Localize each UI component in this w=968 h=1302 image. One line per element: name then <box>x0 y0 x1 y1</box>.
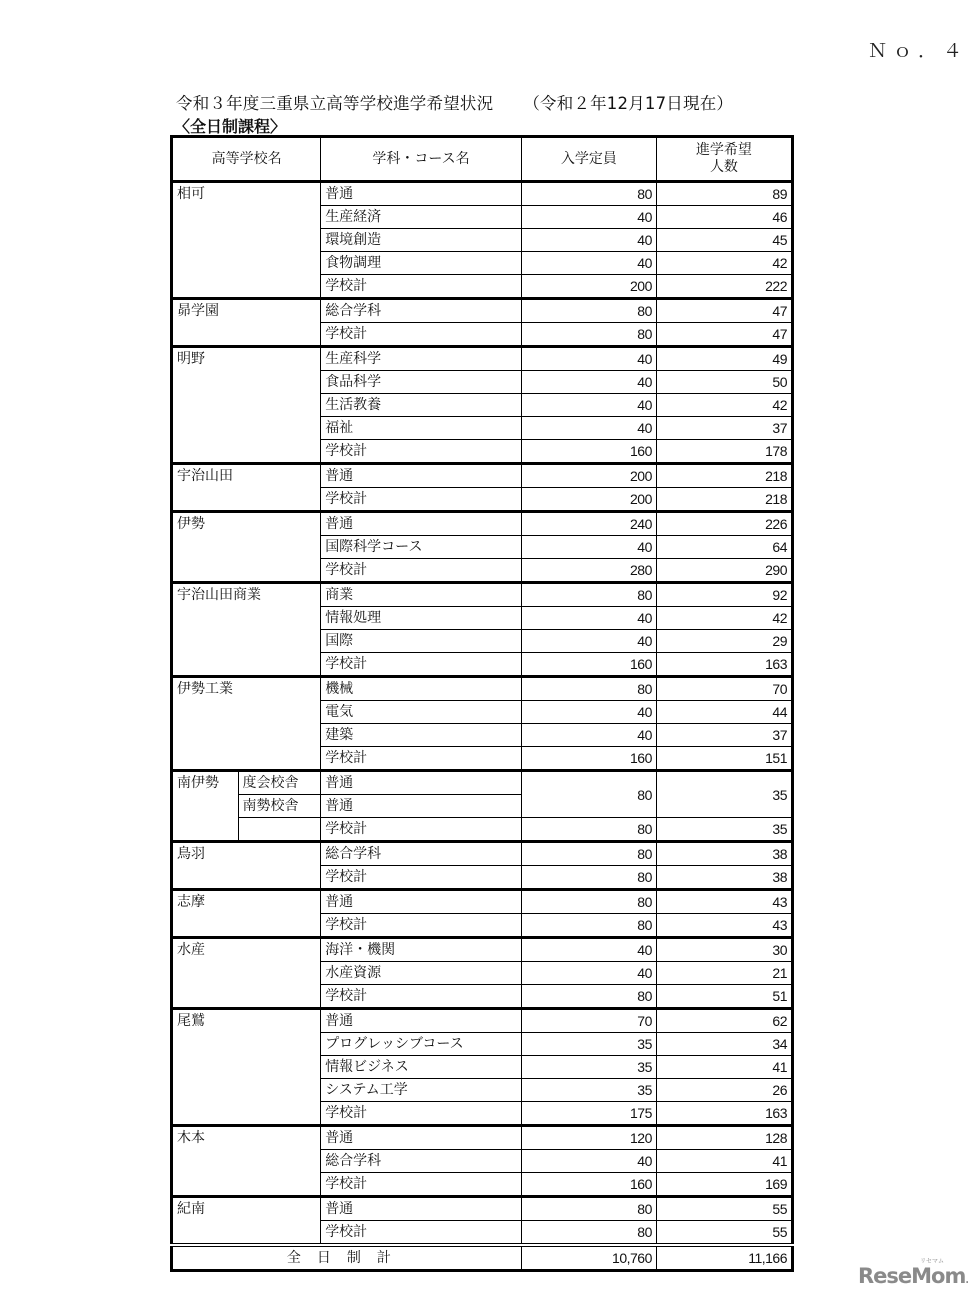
capacity-cell: 70 <box>521 1009 656 1033</box>
course-name: 総合学科 <box>321 299 522 323</box>
applicants-cell: 49 <box>656 347 792 371</box>
course-name: 学校計 <box>321 275 522 299</box>
applicants-cell: 30 <box>656 938 792 962</box>
table-row <box>172 1197 793 1221</box>
course-name: 普通 <box>321 1197 522 1221</box>
table-row-school-total <box>172 818 793 842</box>
capacity-cell: 80 <box>521 771 656 818</box>
applicants-cell: 55 <box>656 1197 792 1221</box>
course-name: 環境創造 <box>321 229 522 252</box>
applicants-cell: 70 <box>656 677 792 701</box>
school-name: 木本 <box>172 1126 321 1197</box>
school-name: 南伊勢 <box>172 771 239 842</box>
course-name: 学校計 <box>321 1173 522 1197</box>
school-name: 尾鷲 <box>172 1009 321 1126</box>
capacity-cell: 40 <box>521 394 656 417</box>
course-name: 生産科学 <box>321 347 522 371</box>
school-name: 伊勢工業 <box>172 677 321 771</box>
table-row <box>172 299 793 323</box>
applicants-cell: 38 <box>656 866 792 890</box>
capacity-cell: 120 <box>521 1126 656 1150</box>
capacity-cell: 175 <box>521 1102 656 1126</box>
table-row <box>172 842 793 866</box>
applicants-cell: 37 <box>656 417 792 440</box>
table-row <box>172 938 793 962</box>
title-text: 令和３年度三重県立高等学校進学希望状況 <box>176 94 494 113</box>
capacity-cell: 80 <box>521 818 656 842</box>
document-title <box>176 90 733 114</box>
course-name: 生活教養 <box>321 394 522 417</box>
course-name: 福祉 <box>321 417 522 440</box>
course-name: 学校計 <box>321 559 522 583</box>
capacity-cell: 35 <box>521 1079 656 1102</box>
resemom-logo: ReseMom. リセマム <box>858 1258 968 1288</box>
capacity-cell: 200 <box>521 464 656 488</box>
applicants-cell: 42 <box>656 252 792 275</box>
table-row <box>172 583 793 607</box>
course-name: 情報処理 <box>321 607 522 630</box>
course-name: 学校計 <box>321 488 522 512</box>
course-name: 普通 <box>321 1009 522 1033</box>
course-name: 水産資源 <box>321 962 522 985</box>
applicants-cell: 43 <box>656 914 792 938</box>
capacity-cell: 160 <box>521 747 656 771</box>
capacity-cell: 200 <box>521 488 656 512</box>
course-name: 総合学科 <box>321 842 522 866</box>
campus-name: 度会校舎 <box>238 771 321 795</box>
course-name: 学校計 <box>321 323 522 347</box>
blank-cell <box>238 818 321 842</box>
capacity-cell: 80 <box>521 985 656 1009</box>
school-name: 昴学園 <box>172 299 321 347</box>
applicants-cell: 42 <box>656 394 792 417</box>
capacity-cell: 80 <box>521 299 656 323</box>
applicants-cell: 222 <box>656 275 792 299</box>
course-name: 食物調理 <box>321 252 522 275</box>
applicants-cell: 45 <box>656 229 792 252</box>
header-course: 学科・コース名 <box>321 137 522 182</box>
table-row <box>172 771 793 795</box>
course-name: 海洋・機関 <box>321 938 522 962</box>
page-number: Ｎｏ．４ <box>868 40 968 62</box>
header-row <box>172 137 793 182</box>
capacity-cell: 80 <box>521 866 656 890</box>
capacity-cell: 40 <box>521 371 656 394</box>
table-row <box>172 464 793 488</box>
applicants-cell: 29 <box>656 630 792 653</box>
applicants-cell: 44 <box>656 701 792 724</box>
capacity-cell: 200 <box>521 275 656 299</box>
capacity-cell: 160 <box>521 440 656 464</box>
course-name: 学校計 <box>321 866 522 890</box>
applicants-cell: 41 <box>656 1150 792 1173</box>
school-name: 志摩 <box>172 890 321 938</box>
grand-total-capacity: 10,760 <box>521 1245 656 1271</box>
applicants-cell: 92 <box>656 583 792 607</box>
course-name: 学校計 <box>321 1221 522 1246</box>
course-name: プログレッシブコース <box>321 1033 522 1056</box>
applicants-cell: 62 <box>656 1009 792 1033</box>
capacity-cell: 240 <box>521 512 656 536</box>
course-name: 普通 <box>321 1126 522 1150</box>
applicants-cell: 26 <box>656 1079 792 1102</box>
table-row <box>172 512 793 536</box>
course-name: 普通 <box>321 771 522 795</box>
header-applicants: 進学希望 人数 <box>656 137 792 182</box>
course-name: 総合学科 <box>321 1150 522 1173</box>
table-row <box>172 182 793 206</box>
grand-total-label: 全日制計 <box>172 1245 522 1271</box>
capacity-cell: 35 <box>521 1056 656 1079</box>
course-name: 学校計 <box>321 653 522 677</box>
campus-name: 南勢校舎 <box>238 795 321 818</box>
capacity-cell: 40 <box>521 229 656 252</box>
applicants-cell: 35 <box>656 771 792 818</box>
course-name: 普通 <box>321 512 522 536</box>
course-name: 食品科学 <box>321 371 522 394</box>
applicants-cell: 47 <box>656 323 792 347</box>
capacity-cell: 40 <box>521 724 656 747</box>
course-name: 普通 <box>321 795 522 818</box>
school-name: 伊勢 <box>172 512 321 583</box>
course-name: 普通 <box>321 464 522 488</box>
capacity-cell: 80 <box>521 914 656 938</box>
applicants-cell: 34 <box>656 1033 792 1056</box>
course-name: システム工学 <box>321 1079 522 1102</box>
applicants-cell: 37 <box>656 724 792 747</box>
applicants-cell: 64 <box>656 536 792 559</box>
header-school: 高等学校名 <box>172 137 321 182</box>
table-body <box>172 182 793 1271</box>
course-name: 学校計 <box>321 985 522 1009</box>
capacity-cell: 40 <box>521 630 656 653</box>
school-name: 紀南 <box>172 1197 321 1246</box>
capacity-cell: 80 <box>521 890 656 914</box>
applicants-cell: 21 <box>656 962 792 985</box>
capacity-cell: 280 <box>521 559 656 583</box>
applicants-cell: 128 <box>656 1126 792 1150</box>
school-name: 相可 <box>172 182 321 299</box>
capacity-cell: 40 <box>521 417 656 440</box>
course-name: 国際 <box>321 630 522 653</box>
course-name: 国際科学コース <box>321 536 522 559</box>
course-name: 電気 <box>321 701 522 724</box>
applicants-cell: 47 <box>656 299 792 323</box>
applicants-cell: 89 <box>656 182 792 206</box>
capacity-cell: 160 <box>521 1173 656 1197</box>
capacity-cell: 40 <box>521 938 656 962</box>
applicants-cell: 226 <box>656 512 792 536</box>
course-name: 学校計 <box>321 818 522 842</box>
course-name: 普通 <box>321 182 522 206</box>
date-note: （令和２年12月17日現在） <box>523 94 734 113</box>
capacity-cell: 40 <box>521 536 656 559</box>
capacity-cell: 40 <box>521 347 656 371</box>
capacity-cell: 160 <box>521 653 656 677</box>
applicants-cell: 151 <box>656 747 792 771</box>
applicants-cell: 218 <box>656 488 792 512</box>
course-name: 機械 <box>321 677 522 701</box>
capacity-cell: 80 <box>521 323 656 347</box>
course-name: 普通 <box>321 890 522 914</box>
capacity-cell: 80 <box>521 842 656 866</box>
applicants-cell: 163 <box>656 1102 792 1126</box>
grand-total-row <box>172 1245 793 1271</box>
applicants-cell: 169 <box>656 1173 792 1197</box>
course-name: 学校計 <box>321 1102 522 1126</box>
course-name: 建築 <box>321 724 522 747</box>
school-name: 宇治山田 <box>172 464 321 512</box>
applicants-cell: 290 <box>656 559 792 583</box>
applicants-cell: 38 <box>656 842 792 866</box>
applicants-cell: 41 <box>656 1056 792 1079</box>
section-subtitle: 〈全日制課程〉 <box>174 117 287 136</box>
capacity-cell: 80 <box>521 583 656 607</box>
capacity-cell: 80 <box>521 182 656 206</box>
capacity-cell: 40 <box>521 206 656 229</box>
course-name: 学校計 <box>321 747 522 771</box>
applicants-cell: 46 <box>656 206 792 229</box>
table-row <box>172 1126 793 1150</box>
capacity-cell: 40 <box>521 252 656 275</box>
course-name: 学校計 <box>321 440 522 464</box>
course-name: 情報ビジネス <box>321 1056 522 1079</box>
course-name: 商業 <box>321 583 522 607</box>
applicants-cell: 178 <box>656 440 792 464</box>
header-capacity: 入学定員 <box>521 137 656 182</box>
school-name: 明野 <box>172 347 321 464</box>
applicants-cell: 43 <box>656 890 792 914</box>
capacity-cell: 80 <box>521 677 656 701</box>
capacity-cell: 80 <box>521 1197 656 1221</box>
applicants-cell: 163 <box>656 653 792 677</box>
capacity-cell: 40 <box>521 607 656 630</box>
applicants-cell: 35 <box>656 818 792 842</box>
table-row <box>172 677 793 701</box>
school-name: 水産 <box>172 938 321 1009</box>
table-row <box>172 890 793 914</box>
capacity-cell: 40 <box>521 1150 656 1173</box>
table-row <box>172 347 793 371</box>
enrollment-table <box>170 135 794 1272</box>
applicants-cell: 50 <box>656 371 792 394</box>
applicants-cell: 51 <box>656 985 792 1009</box>
applicants-cell: 42 <box>656 607 792 630</box>
capacity-cell: 40 <box>521 701 656 724</box>
grand-total-applicants: 11,166 <box>656 1245 792 1271</box>
course-name: 生産経済 <box>321 206 522 229</box>
table-row <box>172 1009 793 1033</box>
capacity-cell: 35 <box>521 1033 656 1056</box>
school-name: 宇治山田商業 <box>172 583 321 677</box>
capacity-cell: 40 <box>521 962 656 985</box>
capacity-cell: 80 <box>521 1221 656 1246</box>
school-name: 鳥羽 <box>172 842 321 890</box>
course-name: 学校計 <box>321 914 522 938</box>
applicants-cell: 218 <box>656 464 792 488</box>
applicants-cell: 55 <box>656 1221 792 1246</box>
